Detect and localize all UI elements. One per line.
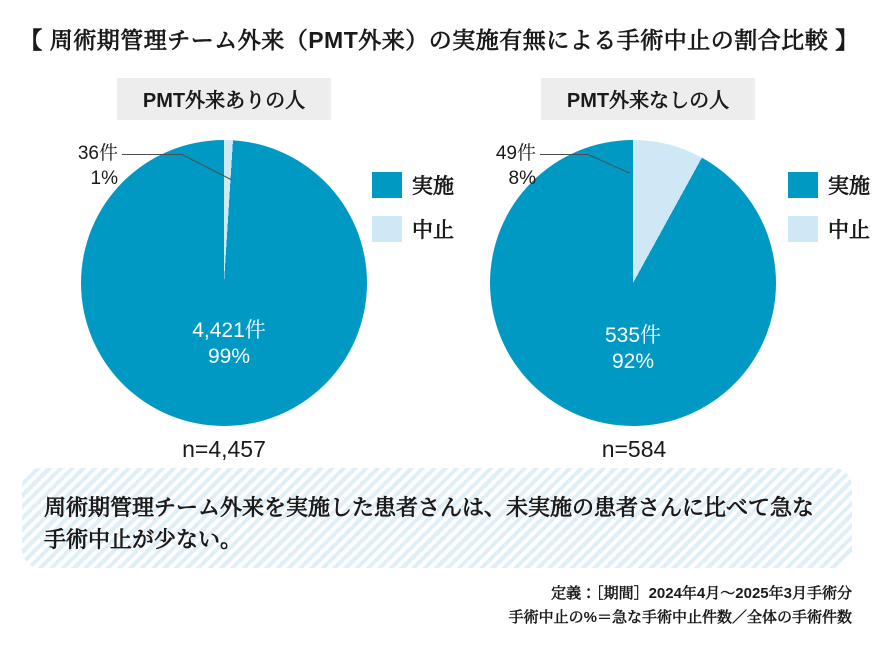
footnote-line-definition: 定義：［期間］2024年4月〜2025年3月手術分 (551, 585, 852, 602)
page-title: 【 周術期管理チーム外来（PMT外来）の実施有無による手術中止の割合比較 】 (19, 27, 859, 53)
pie-slice-count-implemented-yes: 4,421件 (192, 319, 266, 342)
legend-label-implemented-no: 実施 (828, 175, 870, 198)
legend-swatch-cancelled-no (788, 216, 818, 242)
chart-panel-pmt-yes (24, 78, 454, 478)
sample-size-pmt-yes: n=4,457 (182, 436, 266, 462)
pie-slice-callout-cancelled-yes (32, 142, 118, 191)
legend-swatch-implemented-no (788, 172, 818, 198)
callout-count-cancelled-yes: 36件 (77, 143, 118, 164)
footnote-line-formula: 手術中止の%＝急な手術中止件数／全体の手術件数 (508, 609, 852, 626)
callout-percent-cancelled-yes: 1% (90, 167, 118, 189)
callout-count-cancelled-no: 49件 (495, 143, 536, 164)
pie-chart-pmt-yes (81, 140, 367, 426)
footnote (292, 582, 852, 630)
chart-panel-pmt-no (448, 78, 870, 478)
callout-leader-line-yes-1 (122, 154, 182, 155)
legend-pmt-no (788, 170, 878, 258)
panel-heading-pmt-no: PMT外来なしの人 (541, 78, 755, 120)
panel-heading-pmt-yes: PMT外来ありの人 (117, 78, 331, 120)
legend-label-cancelled-yes: 中止 (412, 219, 454, 242)
legend-item-implemented-no (788, 170, 878, 200)
callout-percent-cancelled-no: 8% (508, 167, 536, 189)
pie-slice-count-implemented-no: 535件 (604, 324, 662, 347)
pie-slice-percent-implemented-yes: 99% (207, 345, 251, 369)
pie-slice-callout-cancelled-no (450, 142, 536, 191)
legend-label-implemented-yes: 実施 (412, 175, 454, 198)
legend-item-cancelled-no (788, 214, 878, 244)
pie-slice-percent-implemented-no: 92% (611, 350, 655, 374)
summary-note-text: 周術期管理チーム外来を実施した患者さんは、未実施の患者さんに比べて急な手術中止が少ない。 (44, 495, 815, 552)
sample-size-pmt-no: n=584 (601, 436, 667, 462)
legend-swatch-cancelled-yes (372, 216, 402, 242)
legend-label-cancelled-no: 中止 (828, 219, 870, 242)
callout-leader-line-no-1 (540, 154, 588, 155)
legend-swatch-implemented-yes (372, 172, 402, 198)
